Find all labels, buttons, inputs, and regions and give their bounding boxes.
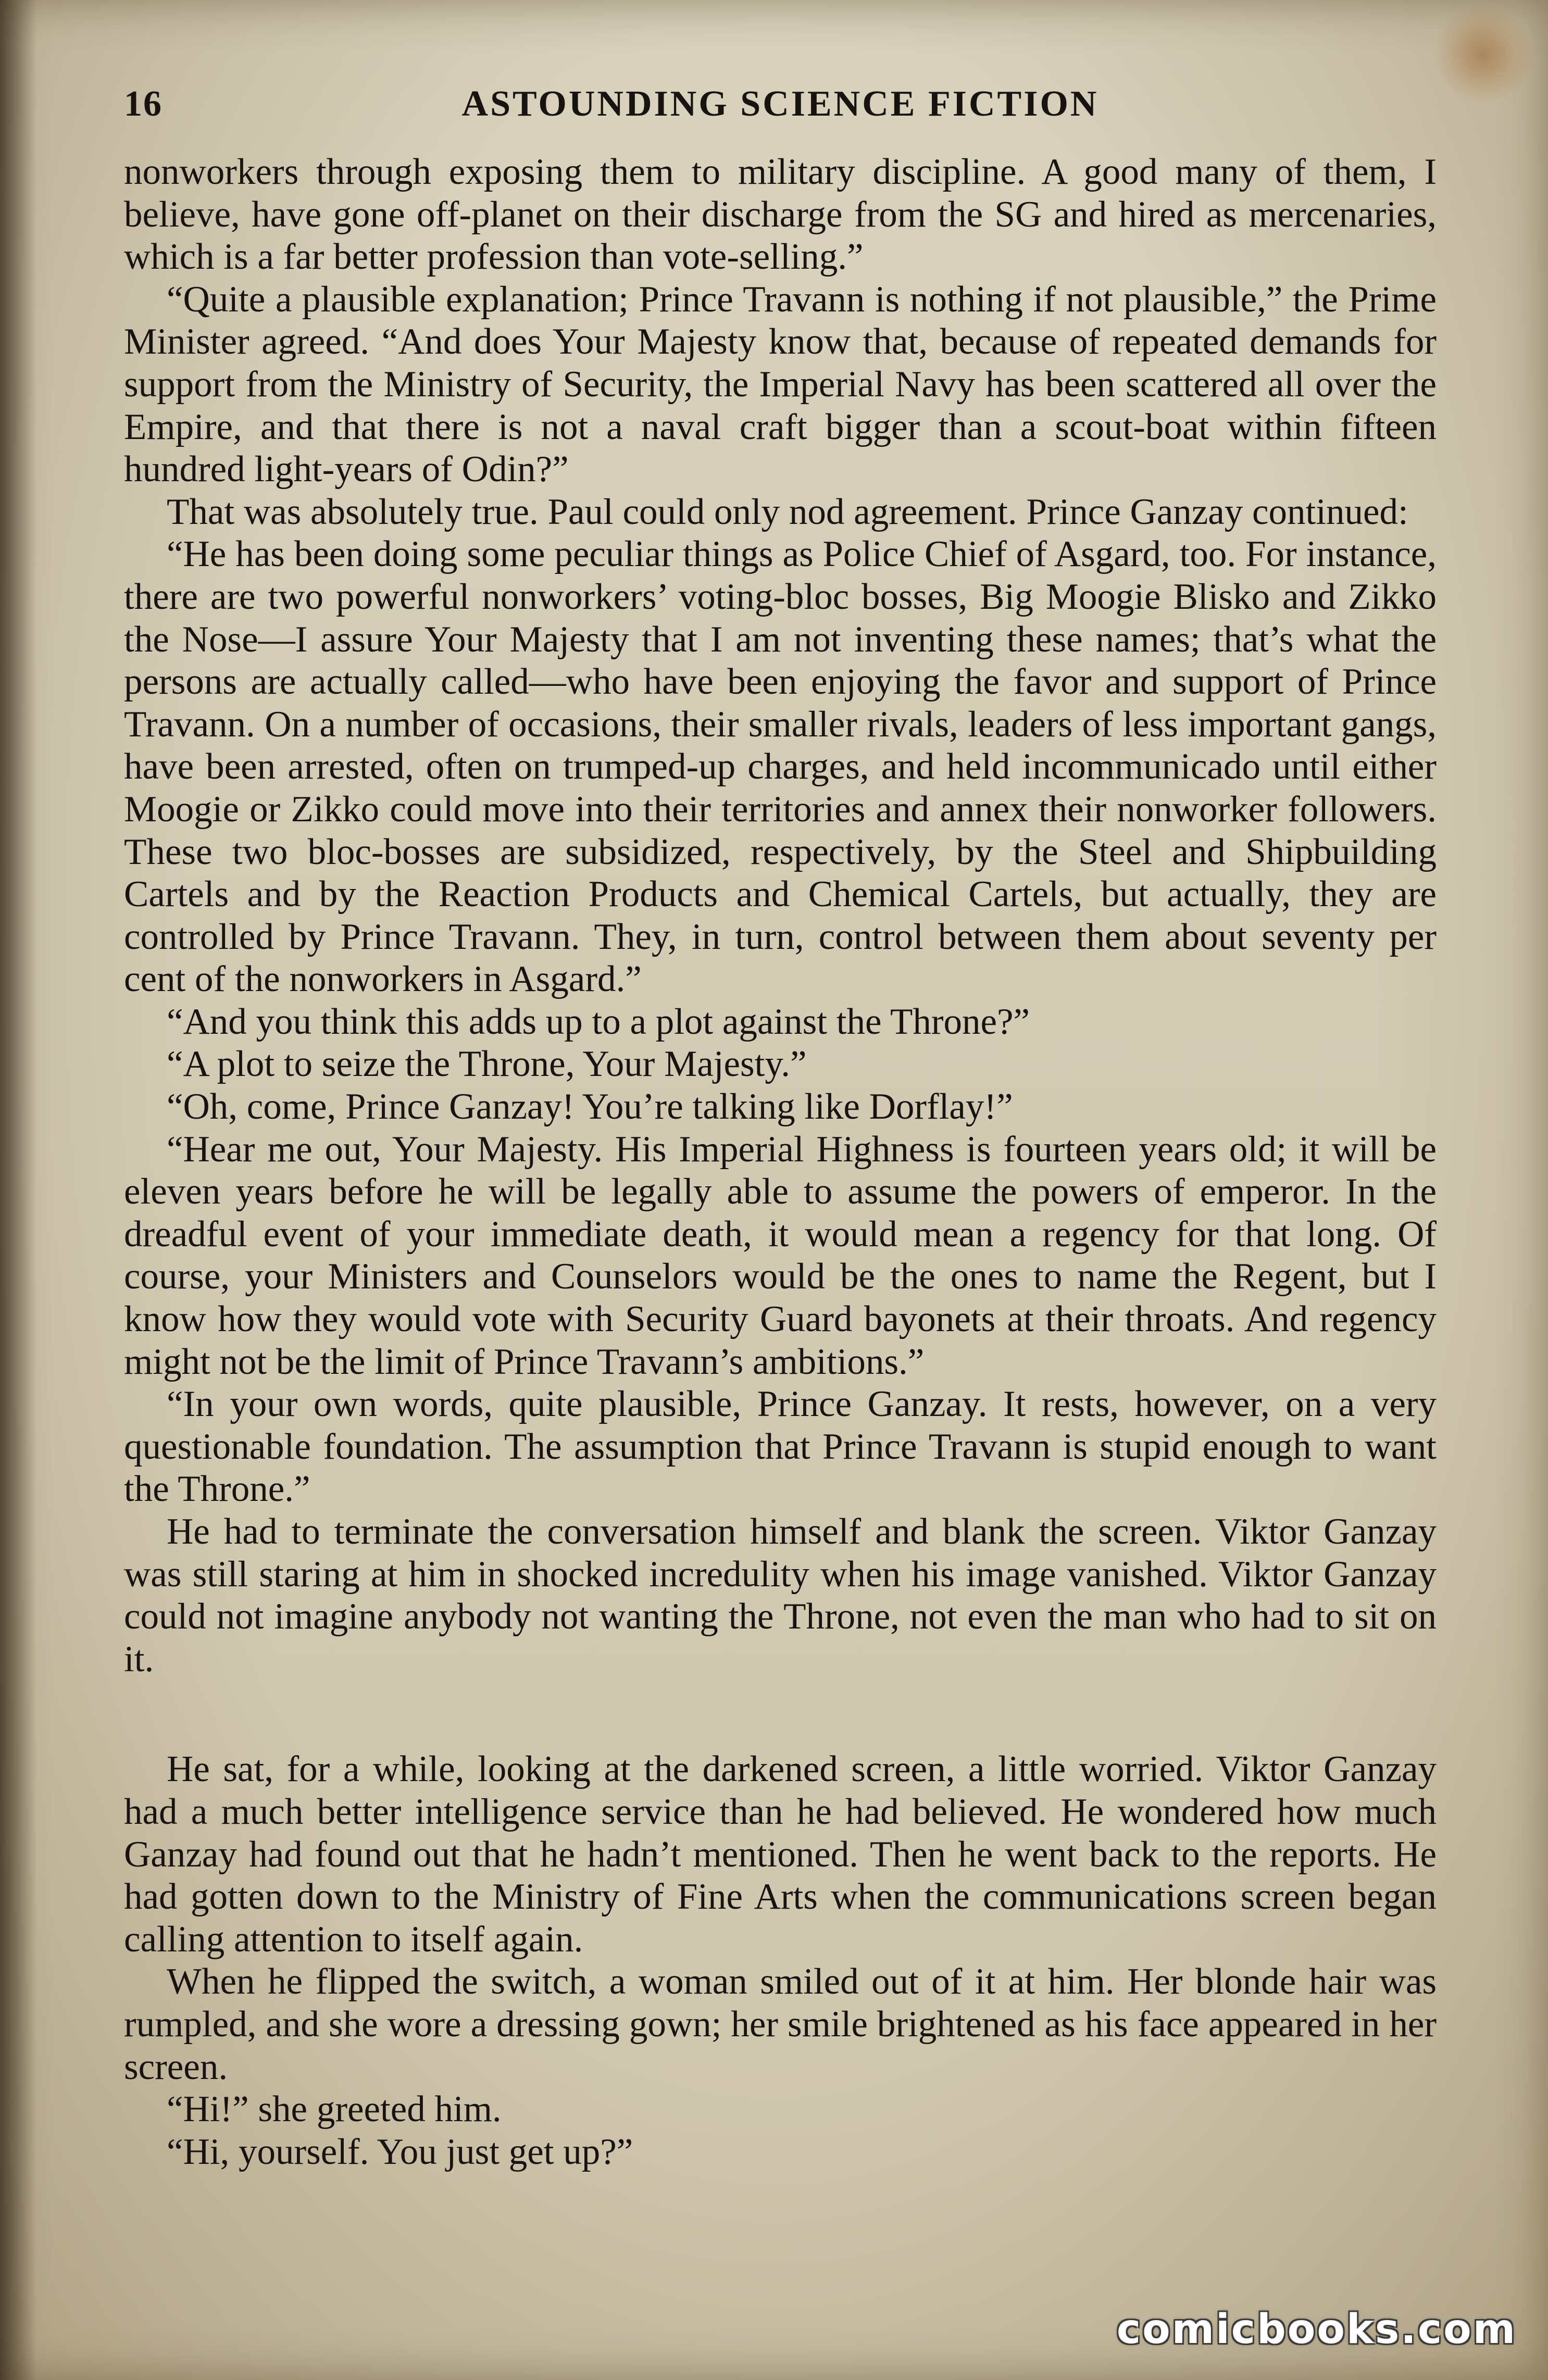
paragraph: That was absolutely true. Paul could only nod agreement. Prince Ganzay continued: — [167, 491, 1408, 532]
body-text — [124, 151, 1437, 2173]
paragraph: “Hi, yourself. You just get up?” — [167, 2131, 633, 2172]
paragraph: “A plot to seize the Throne, Your Majesty.” — [167, 1044, 807, 1085]
page-number: 16 — [124, 84, 163, 124]
paragraph: “He has been doing some peculiar things as Police Chief of Asgard, too. For instance, there are two powerful nonworkers’ voting-bloc bosses, Big Moogie Blisko and Zikko the Nose—I assure Your Majesty that I am not inventing these names; that’s what the persons are actually called—who have been enjoying the favor and support of Prince Travann. On a number of occasions, their smaller rivals, leaders of less important gangs, have been arrested, often on trumped-up charges, and held incommunicado until either Moogie or Zikko could move into their territories and annex their nonworker followers. These two bloc-bosses are subsidized, respectively, by the Steel and Shipbuilding Cartels and by the Reaction Products and Chemical Cartels, but actually, they are controlled by Prince Travann. They, in turn, control between them about seventy per cent of the nonworkers in Asgard.” — [124, 534, 1437, 1000]
running-title: ASTOUNDING SCIENCE FICTION — [461, 84, 1099, 124]
paragraph: “Oh, come, Prince Ganzay! You’re talking like Dorflay!” — [167, 1086, 1013, 1128]
paragraph: He sat, for a while, looking at the darkened screen, a little worried. Viktor Ganzay had a much better intelligence service than he had believed. He wondered how much Ganzay had found out that he hadn’t mentioned. Then he went back to the reports. He had gotten down to the Ministry of Fine Arts when the communications screen began calling attention to itself again. — [124, 1749, 1437, 1960]
page-header — [124, 83, 1437, 135]
paragraph: “Hi!” she greeted him. — [167, 2089, 502, 2130]
paragraph: “In your own words, quite plausible, Prince Ganzay. It rests, however, on a very questionable foundation. The assumption that Prince Travann is stupid enough to want the Throne.” — [124, 1384, 1437, 1510]
paragraph: nonworkers through exposing them to military discipline. A good many of them, I believe, have gone off-planet on their discharge from the SG and hired as mercenaries, which is a far better profession than vote-selling.” — [124, 152, 1437, 278]
paragraph: “Quite a plausible explanation; Prince Travann is nothing if not plausible,” the Prime Minister agreed. “And does Your Majesty know that, because of repeated demands for support from the Ministry of Security, the Imperial Navy has been scattered all over the Empire, and that there is not a naval craft bigger than a scout-boat within fifteen hundred light-years of Odin?” — [124, 279, 1437, 490]
paragraph: When he flipped the switch, a woman smiled out of it at him. Her blonde hair was rumpled, and she wore a dressing gown; her smile brightened as his face appeared in her screen. — [124, 1961, 1437, 2087]
site-watermark: comicbooks.com — [1116, 2306, 1517, 2353]
page-gutter-shadow — [0, 0, 36, 2380]
paragraph: “And you think this adds up to a plot against the Throne?” — [167, 1001, 1030, 1042]
paragraph: “Hear me out, Your Majesty. His Imperial Highness is fourteen years old; it will be eleven years before he will be legally able to assume the powers of emperor. In the dreadful event of your immediate death, it would mean a regency for that long. Of course, your Ministers and Counselors would be the ones to name the Regent, but I know how they would vote with Security Guard bayonets at their throats. And regency might not be the limit of Prince Travann’s ambitions.” — [124, 1129, 1437, 1382]
paragraph: He had to terminate the conversation himself and blank the screen. Viktor Ganzay was still staring at him in shocked incredulity when his image vanished. Viktor Ganzay could not imagine anybody not wanting the Throne, not even the man who had to sit on it. — [124, 1511, 1437, 1680]
paper-stain — [1433, 5, 1532, 104]
